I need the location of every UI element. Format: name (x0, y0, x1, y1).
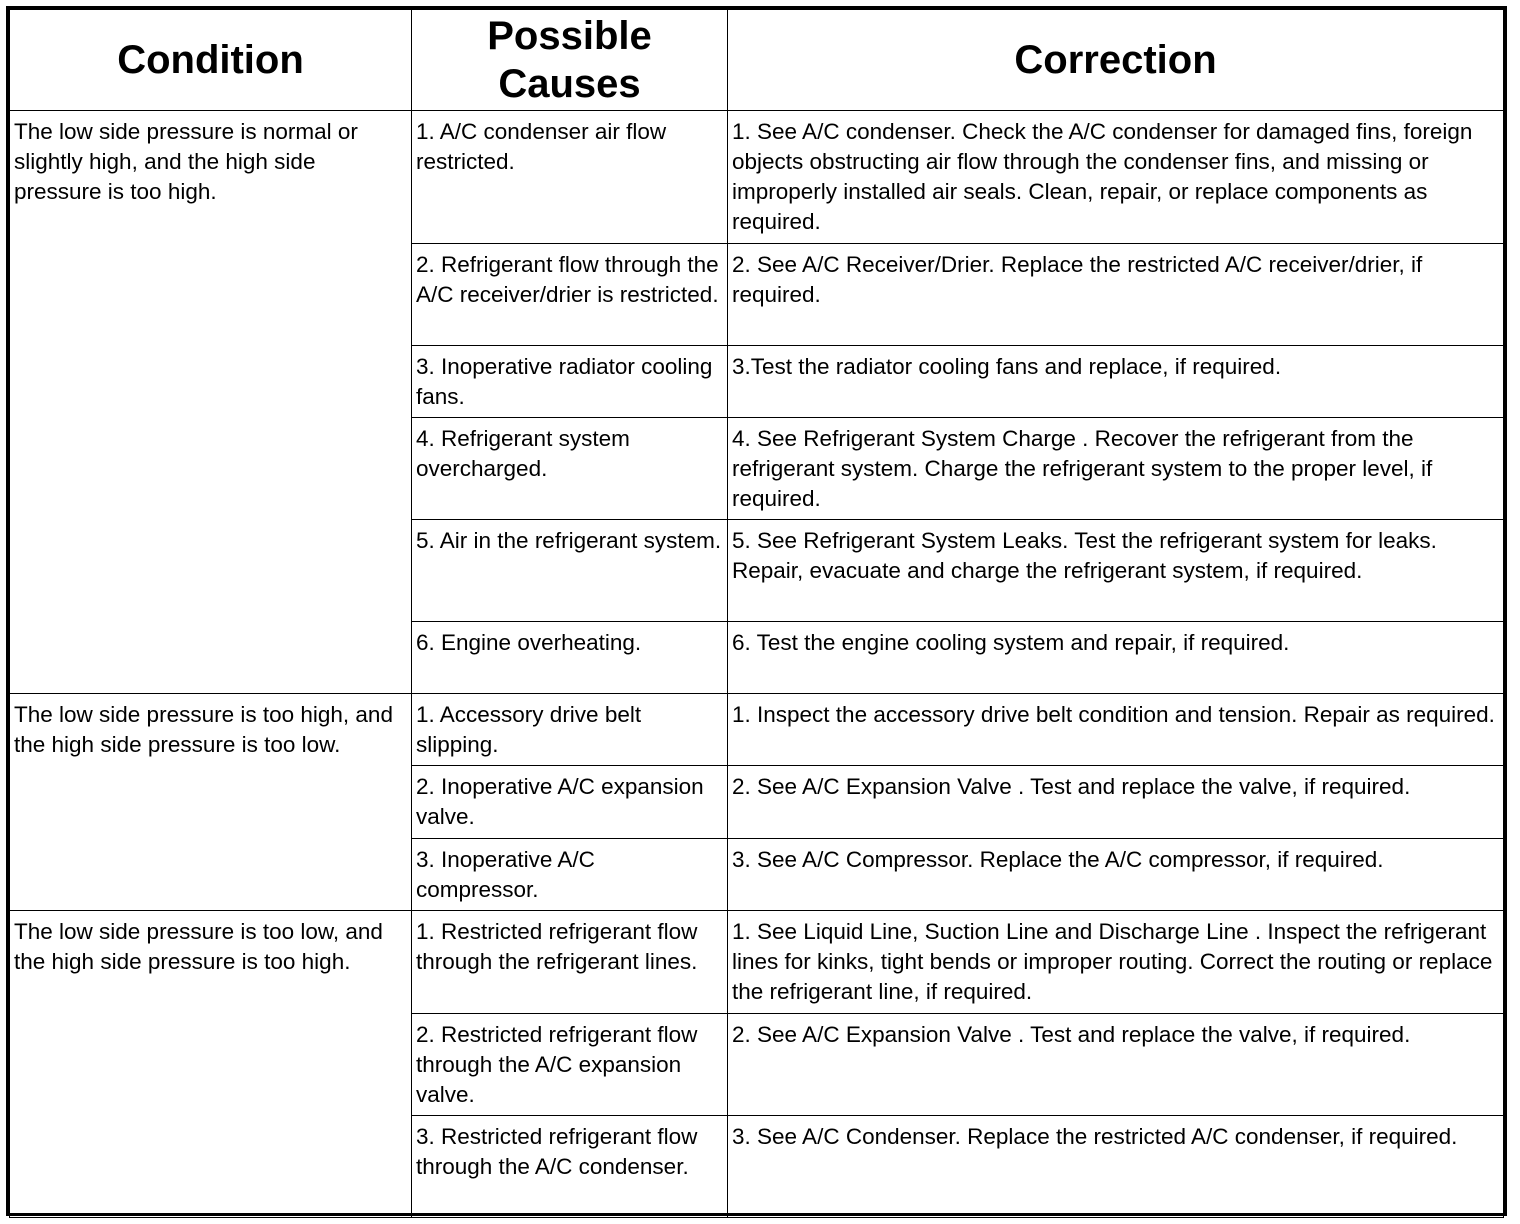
cause-cell: 6. Engine overheating. (412, 622, 728, 694)
correction-cell: 2. See A/C Expansion Valve . Test and replace the valve, if required. (728, 766, 1504, 839)
correction-cell: 1. See A/C condenser. Check the A/C condenser for damaged fins, foreign objects obstructing air flow through the condenser fins, and missing or improperly installed air seals. Clean, repair, or replace components as required. (728, 111, 1504, 244)
correction-cell: 4. See Refrigerant System Charge . Recover the refrigerant from the refrigerant system. Charge the refrigerant system to the proper level, if required. (728, 418, 1504, 520)
table-row (10, 911, 1504, 1014)
correction-cell: 2. See A/C Expansion Valve . Test and replace the valve, if required. (728, 1014, 1504, 1116)
cause-cell: 2. Restricted refrigerant flow through the A/C expansion valve. (412, 1014, 728, 1116)
correction-cell: 3. See A/C Compressor. Replace the A/C compressor, if required. (728, 839, 1504, 911)
table-row (10, 111, 1504, 244)
cause-cell: 1. Accessory drive belt slipping. (412, 694, 728, 766)
cause-cell: 1. Restricted refrigerant flow through the refrigerant lines. (412, 911, 728, 1014)
cause-cell: 3. Inoperative radiator cooling fans. (412, 346, 728, 418)
condition-cell: The low side pressure is too low, and the high side pressure is too high. (10, 911, 412, 1218)
cause-cell: 1. A/C condenser air flow restricted. (412, 111, 728, 244)
table-row (10, 694, 1504, 766)
correction-cell: 2. See A/C Receiver/Drier. Replace the restricted A/C receiver/drier, if required. (728, 244, 1504, 346)
header-condition: Condition (10, 10, 412, 111)
cause-cell: 2. Refrigerant flow through the A/C receiver/drier is restricted. (412, 244, 728, 346)
correction-cell: 6. Test the engine cooling system and repair, if required. (728, 622, 1504, 694)
correction-cell: 5. See Refrigerant System Leaks. Test the refrigerant system for leaks. Repair, evacuate and charge the refrigerant system, if required. (728, 520, 1504, 622)
cause-cell: 4. Refrigerant system overcharged. (412, 418, 728, 520)
condition-cell: The low side pressure is normal or slightly high, and the high side pressure is too high. (10, 111, 412, 694)
header-possible-causes: Possible Causes (412, 10, 728, 111)
header-row (10, 10, 1504, 111)
cause-cell: 3. Inoperative A/C compressor. (412, 839, 728, 911)
correction-cell: 3.Test the radiator cooling fans and replace, if required. (728, 346, 1504, 418)
cause-cell: 3. Restricted refrigerant flow through the A/C condenser. (412, 1116, 728, 1218)
correction-cell: 1. See Liquid Line, Suction Line and Discharge Line . Inspect the refrigerant lines for kinks, tight bends or improper routing. Correct the routing or replace the refrigerant line, if required. (728, 911, 1504, 1014)
cause-cell: 2. Inoperative A/C expansion valve. (412, 766, 728, 839)
correction-cell: 1. Inspect the accessory drive belt condition and tension. Repair as required. (728, 694, 1504, 766)
header-correction: Correction (728, 10, 1504, 111)
correction-cell: 3. See A/C Condenser. Replace the restricted A/C condenser, if required. (728, 1116, 1504, 1218)
diagnostic-table (9, 9, 1504, 1218)
cause-cell: 5. Air in the refrigerant system. (412, 520, 728, 622)
condition-cell: The low side pressure is too high, and the high side pressure is too low. (10, 694, 412, 911)
diagnostic-table-frame (6, 6, 1507, 1216)
